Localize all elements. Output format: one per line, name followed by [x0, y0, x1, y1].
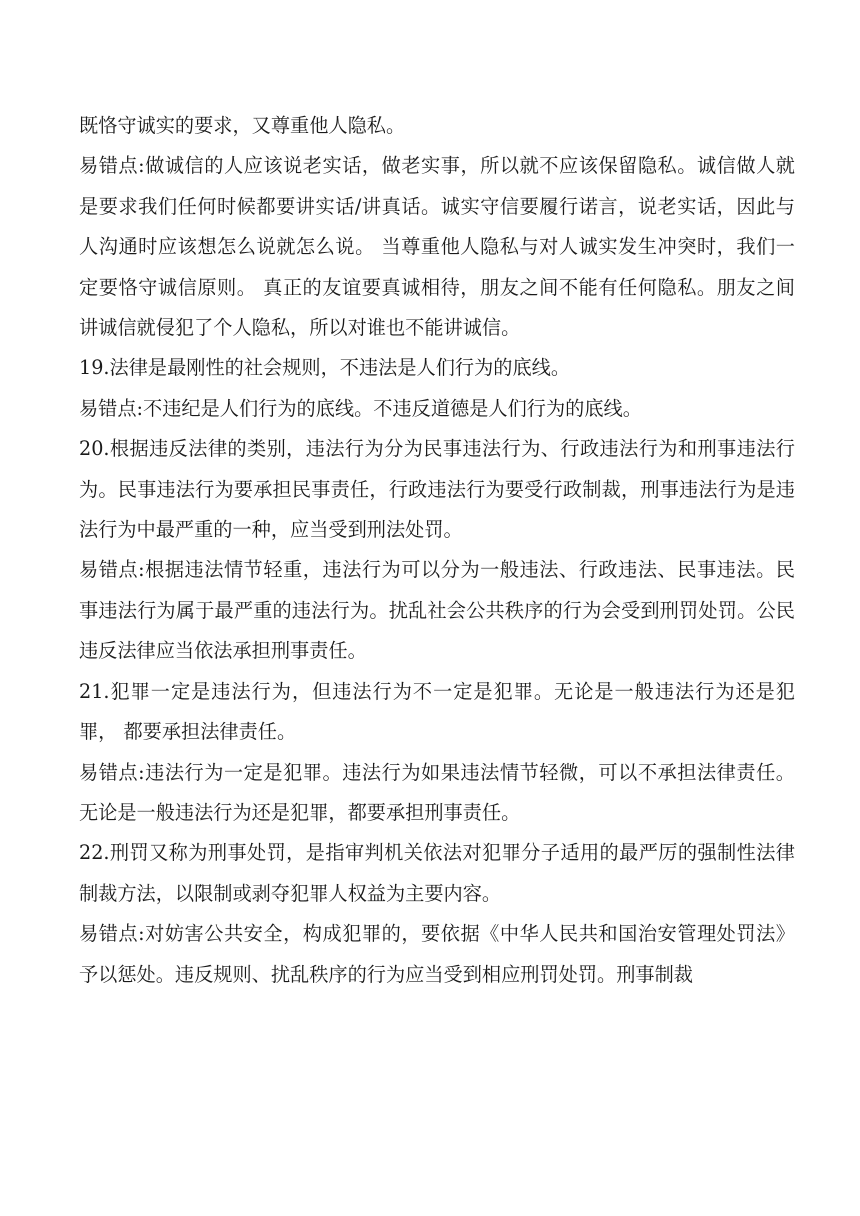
document-body — [79, 106, 795, 995]
paragraph-point-20: 20.根据违反法律的类别，违法行为分为民事违法行为、行政违法行为和刑事违法行为。民事违法行为要承担民事责任，行政违法行为要受行政制裁，刑事违法行为是违法行为中最严重的一种，应当受到刑法处罚。 — [79, 437, 795, 542]
paragraph-point-22: 22.刑罚又称为刑事处罚，是指审判机关依法对犯罪分子适用的最严厉的强制性法律制裁方法，以限制或剥夺犯罪人权益为主要内容。 — [79, 841, 795, 905]
paragraph-mistakes-22: 易错点:对妨害公共安全，构成犯罪的，要依据《中华人民共和国治安管理处罚法》 予以惩处。违反规则、扰乱秩序的行为应当受到相应刑罚处罚。刑事制裁 — [79, 922, 795, 986]
paragraph-point-19: 19.法律是最刚性的社会规则，不违法是人们行为的底线。 — [79, 356, 571, 380]
paragraph-privacy-summary: 既恪守诚实的要求，又尊重他人隐私。 — [79, 114, 406, 137]
paragraph-mistakes-19: 易错点:不违纪是人们行为的底线。不违反道德是人们行为的底线。 — [79, 396, 642, 420]
paragraph-point-21: 21.犯罪一定是违法行为，但违法行为不一定是犯罪。无论是一般违法行为还是犯罪， 都要承担法律责任。 — [79, 679, 795, 744]
paragraph-mistakes-integrity: 易错点:做诚信的人应该说老实话，做老实事，所以就不应该保留隐私。诚信做人就是要求我们任何时候都要讲实话/讲真话。诚实守信要履行诺言，说老实话，因此与人沟通时应该想怎么说就怎么说。 当尊重他人隐私与对人诚实发生冲突时，我们一定要恪守诚信原则。 真正的友谊要真诚相待，朋友之间不能有任何隐私。朋友之间讲诚信就侵犯了个人隐私，所以对谁也不能讲诚信。 — [79, 154, 795, 340]
paragraph-mistakes-21: 易错点:违法行为一定是犯罪。违法行为如果违法情节轻微，可以不承担法律责任。 无论是一般违法行为还是犯罪，都要承担刑事责任。 — [79, 760, 795, 824]
paragraph-mistakes-20: 易错点:根据违法情节轻重，违法行为可以分为一般违法、行政违法、民事违法。民事违法行为属于最严重的违法行为。扰乱社会公共秩序的行为会受到刑罚处罚。公民违反法律应当依法承担刑事责任。 — [79, 558, 795, 663]
